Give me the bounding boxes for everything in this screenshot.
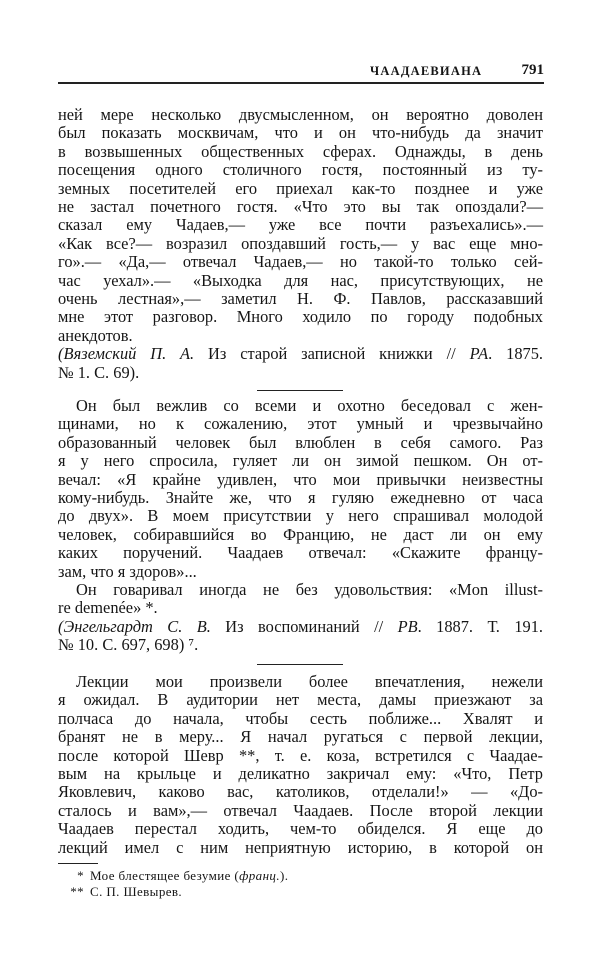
text-line [58,673,543,691]
text-line [58,563,543,581]
text-line [58,290,543,308]
text-segment: № 10. С. 697, 698) ⁷. [58,635,199,655]
text-line [58,253,543,271]
text-segment: полчаса до начала, чтобы сесть поближе... Хвалят и [58,708,543,728]
text-segment: го».— «Да,— отвечал Чадаев,— но такой-то только сей- [58,252,543,272]
text-line [58,308,543,326]
section-separator [257,664,343,665]
text-line [58,415,543,433]
text-segment: Лекции мои произвели более впечатления, нежели [76,672,543,691]
footnote-text: ). [279,868,289,883]
text-segment: человек, собиравшийся во Францию, не даст ли он ему [58,524,543,544]
text-segment: вечал: «Я крайне удивлен, что мои привычки неизвестны [58,469,543,489]
text-line [58,198,543,216]
text-segment: № 1. С. 69). [58,362,140,382]
text-line [58,124,543,142]
header-rule [58,82,544,84]
footnote-text: С. П. Шевырев. [90,884,183,899]
text-segment: Из воспоминаний // [210,616,398,636]
text-segment: очень лестная»,— заметил Н. Ф. Павлов, рассказавший [58,289,543,308]
text-segment: вым на крыльце и деликатно закричал ему: «Что, Петр [58,764,543,783]
text-line [58,452,543,470]
text-line [58,397,543,415]
italic-segment: Энгельгардт С. В. [63,616,211,636]
text-segment: я у него спросила, гуляет ли он зимой пешком. Он от- [58,451,543,471]
text-segment: Яковлевич, каково вас, католиков, отделали!» — «До- [58,782,543,802]
text-line [58,161,543,179]
text-segment: мне этот разговор. Много ходило по городу подобных [58,307,543,327]
text-segment: после которой Шевр **, т. е. коза, встретился с Чаадае- [58,745,543,765]
text-segment: был показать москвичам, что и он что-нибудь да значит [58,123,543,143]
text-line [58,636,543,654]
text-segment: «Как все?— возразил опоздавший гость,— у вас еще мно- [58,233,543,253]
text-segment: посещения одного столичного гостя, постоянный из ту- [58,160,543,180]
text-line [58,599,543,617]
italic-segment: ( [58,344,64,364]
footnote [62,884,182,900]
text-segment: Из старой записной книжки // [194,344,470,364]
text-line [58,691,543,709]
italic-segment: Вяземский П. А. [63,344,195,364]
footnote-text: Мое блестящее безумие ( [90,868,240,883]
text-line [58,581,543,599]
text-line [58,489,543,507]
text-line [58,783,543,801]
text-line [58,180,543,198]
text-line [58,765,543,783]
footnote [62,868,288,884]
running-title: ЧААДАЕВИАНА [370,64,483,78]
text-line [58,216,543,234]
text-line [58,106,543,124]
text-line [58,434,543,452]
text-line [58,235,543,253]
footnote-mark: * [77,868,84,883]
text-segment: я ожидал. В аудитории нет места, дамы приезжают за [58,690,543,710]
footnote-text: франц. [239,868,280,883]
text-segment: щинами, но к сожалению, этот умный и чрезвычайно [58,414,543,434]
text-line [58,345,543,363]
italic-segment: РВ [397,616,418,636]
page-number: 791 [521,62,544,78]
text-line [58,728,543,746]
text-segment: лекций имел с ним неприятную историю, в которой он [58,837,543,857]
text-segment: в возвышенных общественных сферах. Однажды, в день [58,141,543,161]
text-segment: re demenée» *. [58,598,158,618]
italic-segment: РА [469,344,489,364]
text-line [58,327,543,345]
text-line [58,544,543,562]
text-segment: не застал почетного гостя. «Что это вы так опоздали?— [58,197,543,216]
footnote-rule [58,863,98,864]
text-line [58,839,543,857]
section-separator [257,390,343,391]
text-segment: час уехал».— «Выходка для нас, присутствующих, не [58,270,543,290]
text-line [58,507,543,525]
text-segment: . 1887. Т. 191. [417,616,544,636]
text-line [58,820,543,838]
italic-segment: ( [58,616,64,636]
text-segment: бранят не в меру... Я начал ругаться с первой лекции, [58,727,543,747]
text-segment: Чаадаев перестал ходить, чем-то обиделся. Я еще до [58,819,543,839]
text-segment: до двух». В моем присутствии у него спрашивал молодой [58,506,543,526]
text-segment: . 1875. [488,344,544,364]
text-segment: каких поручений. Чаадаев отвечал: «Скажите францу- [58,543,543,563]
text-line [58,747,543,765]
text-segment: сталось и вам»,— отвечал Чаадаев. После второй лекции [58,800,543,820]
text-segment: ней мере несколько двусмысленном, он вероятно доволен [58,105,543,124]
text-line [58,710,543,728]
text-segment: анекдотов. [58,325,133,345]
text-segment: сказал ему Чадаев,— уже все почти разъехались».— [58,215,543,235]
text-segment: кому-нибудь. Знайте же, что я гуляю ежедневно от часа [58,488,543,507]
text-line [58,471,543,489]
text-segment: зам, что я здоров»... [58,561,197,581]
text-segment: Он говаривал иногда не без удовольствия: «Mon illust- [76,580,543,599]
text-line [58,526,543,544]
text-segment: земных посетителей его приехал как-то позднее и уже [58,178,543,198]
text-line [58,802,543,820]
text-line [58,618,543,636]
text-segment: Он был вежлив со всеми и охотно беседовал с жен- [76,396,543,415]
text-segment: образованный человек был влюблен в себя самого. Раз [58,432,543,452]
text-line [58,143,543,161]
text-line [58,364,543,382]
text-line [58,272,543,290]
footnote-mark: ** [70,884,84,899]
